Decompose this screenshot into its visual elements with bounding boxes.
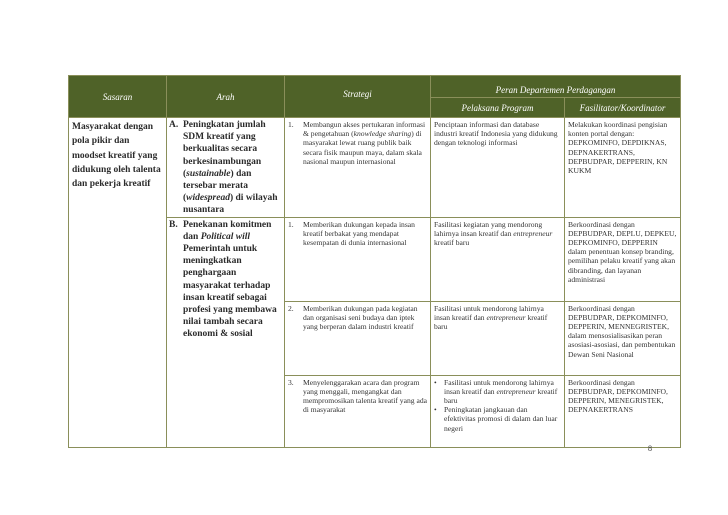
arah-b-label: B. — [169, 219, 178, 230]
header-pelaksana — [431, 98, 565, 118]
fasilitator-cell-3 — [565, 301, 681, 375]
list-item: • Peningkatan jangkauan dan efektivitas promosi di dalam dan luar negeri — [434, 405, 558, 433]
table-row — [69, 118, 681, 218]
bullet-icon: • — [434, 377, 437, 387]
pelaksana-text: Penciptaan informasi dan database industri kreatif Indonesia yang didukung dengan teknologi informasi — [434, 120, 558, 148]
arah-a-label: A. — [169, 120, 179, 130]
pelaksana-cell-1 — [431, 118, 565, 218]
fasilitator-cell-2 — [565, 217, 681, 301]
header-arah-label: Arah — [216, 91, 235, 102]
pelaksana-cell-4 — [431, 375, 565, 447]
strategy-table-frame — [68, 75, 680, 437]
strategi-text: Memberikan dukungan kepada insan kreatif berbakat yang mendapat kesempatan di dunia internasional — [303, 219, 415, 248]
fasilitator-text: Melakukan koordinasi pengisian konten portal dengan: DEPKOMINFO, DEPDIKNAS, DEPNAKERTRANS, DEPBUDPAR, DEPPERIN, KN KUKM — [568, 120, 668, 176]
pelaksana-text: Fasilitasi kegiatan yang mendorong lahirnya insan kreatif dan entrepreneur kreatif baru — [434, 219, 553, 248]
strategi-text: Membangun akses pertukaran informasi & pengetahuan (knowledge sharing) di masyarakat lewat ruang publik baik secara fisik maupun maya, dalam skala nasional maupun internasional — [303, 120, 426, 166]
strategy-table — [68, 75, 681, 448]
header-arah — [167, 76, 285, 118]
fasilitator-text: Berkoordinasi dengan DEPBUDPAR, DEPKOMINFO, DEPPERIN, MENEGRISTEK, DEPNAKERTRANS — [568, 377, 668, 415]
header-sasaran — [69, 76, 167, 118]
strategi-number: 3. — [288, 377, 294, 387]
pelaksana-cell-2 — [431, 217, 565, 301]
bullet-icon: • — [434, 405, 437, 415]
strategi-number: 1. — [288, 120, 294, 129]
sasaran-text: Masyarakat dengan pola pikir dan moodset kreatif yang didukung oleh talenta dan pekerja kreatif — [72, 122, 161, 190]
header-pelaksana-label: Pelaksana Program — [461, 102, 534, 113]
strategi-number: 1. — [288, 219, 294, 229]
strategi-cell-3 — [285, 301, 431, 375]
pelaksana-text: Fasilitasi untuk mendorong lahirnya insan kreatif dan entrepreneur kreatif baru — [434, 303, 548, 332]
header-sasaran-label: Sasaran — [102, 91, 133, 102]
list-item: • Fasilitasi untuk mendorong lahirnya insan kreatif dan entrepreneur kreatif baru — [434, 377, 558, 406]
header-peran-label: Peran Departemen Perdagangan — [495, 85, 616, 95]
strategi-cell-4 — [285, 375, 431, 447]
strategi-text: Memberikan dukungan pada kegiatan dan organisasi seni budaya dan iptek yang berperan dalam industri kreatif — [303, 303, 418, 332]
arah-cell-a — [167, 118, 285, 218]
fasilitator-cell-1 — [565, 118, 681, 218]
header-fasilitator — [565, 98, 681, 118]
arah-b-text: Penekanan komitmen dan Political will Pemerintah untuk meningkatkan penghargaan masyarakat terhadap insan kreatif sebagai profesi yang membawa nilai tambah secara ekonomi & sosial — [183, 219, 277, 340]
fasilitator-text: Berkoordinasi dengan DEPBUDPAR, DEPKOMINFO, DEPPERIN, MENNEGRISTEK, dalam mensosialisasikan peran asosiasi-asosiasi, dan pembentukan Dewan Seni Nasional — [568, 303, 676, 359]
header-peran — [431, 76, 681, 98]
strategi-cell-2 — [285, 217, 431, 301]
sasaran-cell — [69, 118, 167, 448]
fasilitator-text: Berkoordinasi dengan DEPBUDPAR, DEPLU, DEPKEU, DEPKOMINFO, DEPPERIN dalam penentuan konsep branding, pemilihan pelaku kreatif yang akan dibranding, dan layanan administrasi — [568, 219, 677, 284]
header-strategi-label: Strategi — [343, 88, 372, 99]
strategi-cell-1 — [285, 118, 431, 218]
strategi-number: 2. — [288, 303, 294, 313]
strategi-text: Menyelenggarakan acara dan program yang menggali, mengangkat dan mempromosikan talenta kreatif yang ada di masyarakat — [303, 377, 427, 415]
page-number: 8 — [648, 444, 652, 453]
fasilitator-cell-4 — [565, 375, 681, 447]
header-strategi — [285, 76, 431, 118]
arah-cell-b — [167, 217, 285, 447]
header-fasilitator-label: Fasilitator/Koordinator — [579, 102, 666, 113]
arah-a-text: Peningkatan jumlah SDM kreatif yang berkualitas secara berkesinambungan (sustainable) dan tersebar merata (widespread) di wilayah nusantara — [183, 120, 278, 216]
pelaksana-cell-3 — [431, 301, 565, 375]
